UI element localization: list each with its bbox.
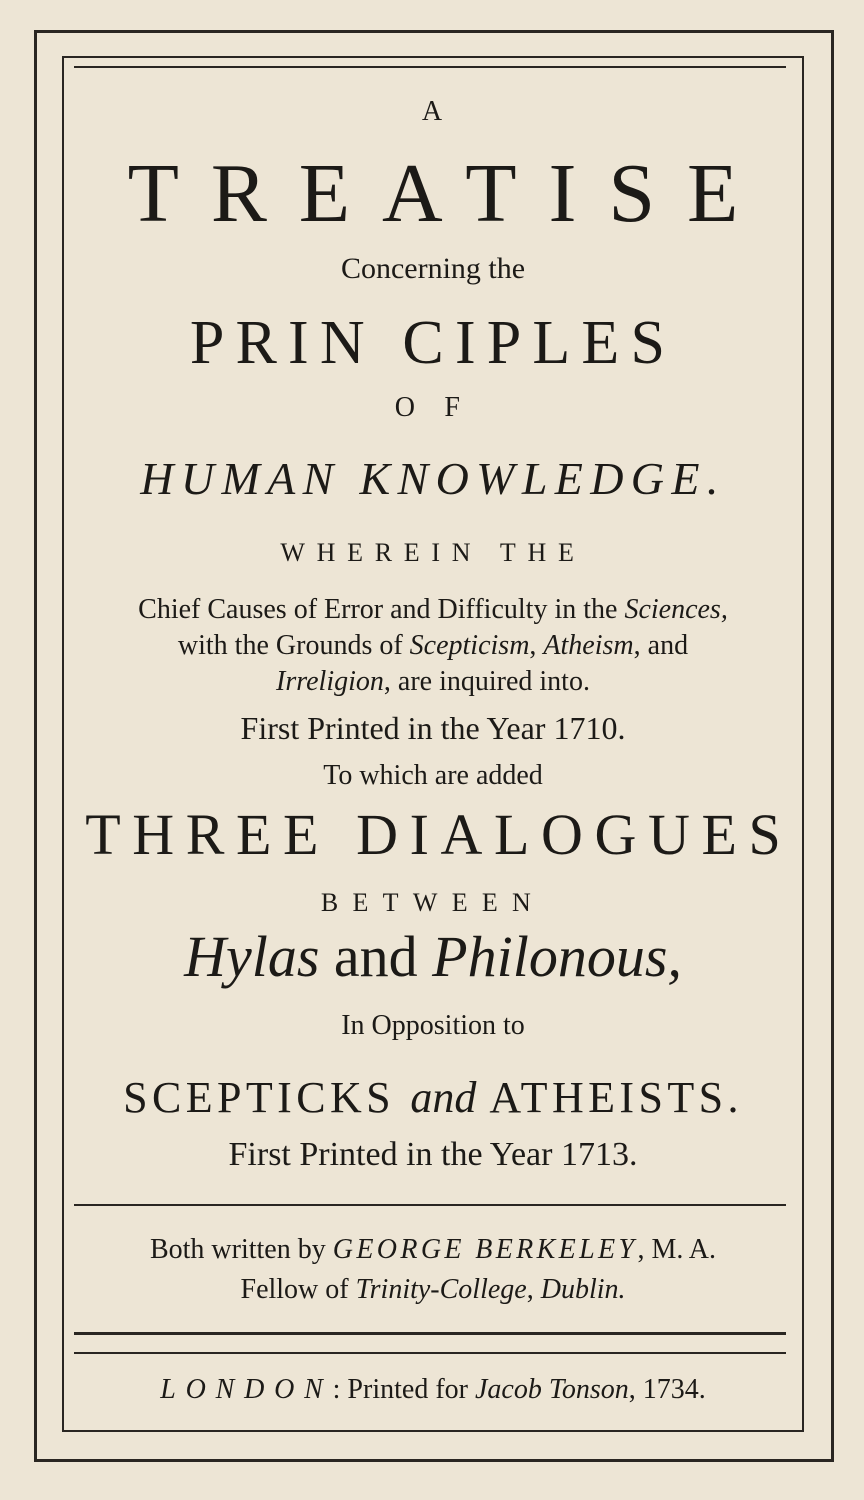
causes-2b: Scepticism [409, 630, 530, 661]
fellow-a: Fellow of [240, 1274, 356, 1305]
both-written-by [66, 1236, 800, 1264]
three-dialogues: THREE DIALOGUES [85, 802, 793, 867]
in-opposition: In Opposition to [341, 1010, 525, 1041]
rule-lower-1 [74, 1332, 786, 1335]
author-name: GEORGE BERKELEY [332, 1234, 638, 1265]
london-b: : Printed for [332, 1374, 475, 1405]
dublin: Dublin. [540, 1274, 626, 1305]
trinity-college: Trinity-College [355, 1274, 527, 1305]
top-rule [74, 66, 786, 68]
london-d: , 1734. [628, 1374, 706, 1405]
causes-3b: , are inquired into. [383, 666, 590, 697]
line-of: O F [394, 392, 472, 423]
causes-2e: , and [633, 630, 689, 661]
first-printed-1713: First Printed in the Year 1713. [228, 1136, 638, 1173]
first-printed-1710: First Printed in the Year 1710. [240, 710, 626, 746]
line-human-knowledge: HUMAN KNOWLEDGE. [140, 453, 726, 504]
atheists: ATHEISTS. [476, 1073, 743, 1122]
causes-3a: Irreligion [276, 666, 384, 697]
causes-2a: with the Grounds of [177, 630, 410, 661]
between: BETWEEN [320, 888, 546, 917]
rule-middle [74, 1204, 786, 1206]
line-concerning: Concerning the [340, 252, 526, 285]
causes-1a: Chief Causes of Error and Difficulty in the [138, 594, 625, 625]
hylas: Hylas [184, 924, 320, 989]
causes-2c: , [529, 630, 544, 661]
line-a: A [421, 96, 445, 127]
hylas-and: and [319, 924, 433, 989]
causes-1b: Sciences, [624, 594, 728, 625]
imprint-london [66, 1376, 800, 1404]
causes-line-3 [66, 668, 800, 696]
scepticks: SCEPTICKS [123, 1073, 411, 1122]
london: LONDON [160, 1374, 333, 1405]
and-italic: and [410, 1073, 477, 1122]
line-wherein: WHEREIN THE [280, 538, 586, 567]
to-which-added: To which are added [323, 760, 543, 791]
line-principles: PRIN CIPLES [189, 309, 677, 377]
scepticks-atheists [66, 1073, 800, 1122]
both-a: Both written by [149, 1234, 333, 1265]
causes-line-1 [66, 596, 800, 624]
jacob-tonson: Jacob Tonson [474, 1374, 629, 1405]
philonous: Philonous, [432, 924, 682, 989]
hylas-philonous [66, 924, 800, 989]
causes-line-2 [66, 632, 800, 660]
rule-lower-2 [74, 1352, 786, 1354]
causes-2d: Atheism [543, 630, 634, 661]
both-c: , M. A. [637, 1234, 717, 1265]
fellow-of [66, 1276, 800, 1304]
line-treatise: TREATISE [127, 147, 771, 240]
fellow-c: , [526, 1274, 541, 1305]
